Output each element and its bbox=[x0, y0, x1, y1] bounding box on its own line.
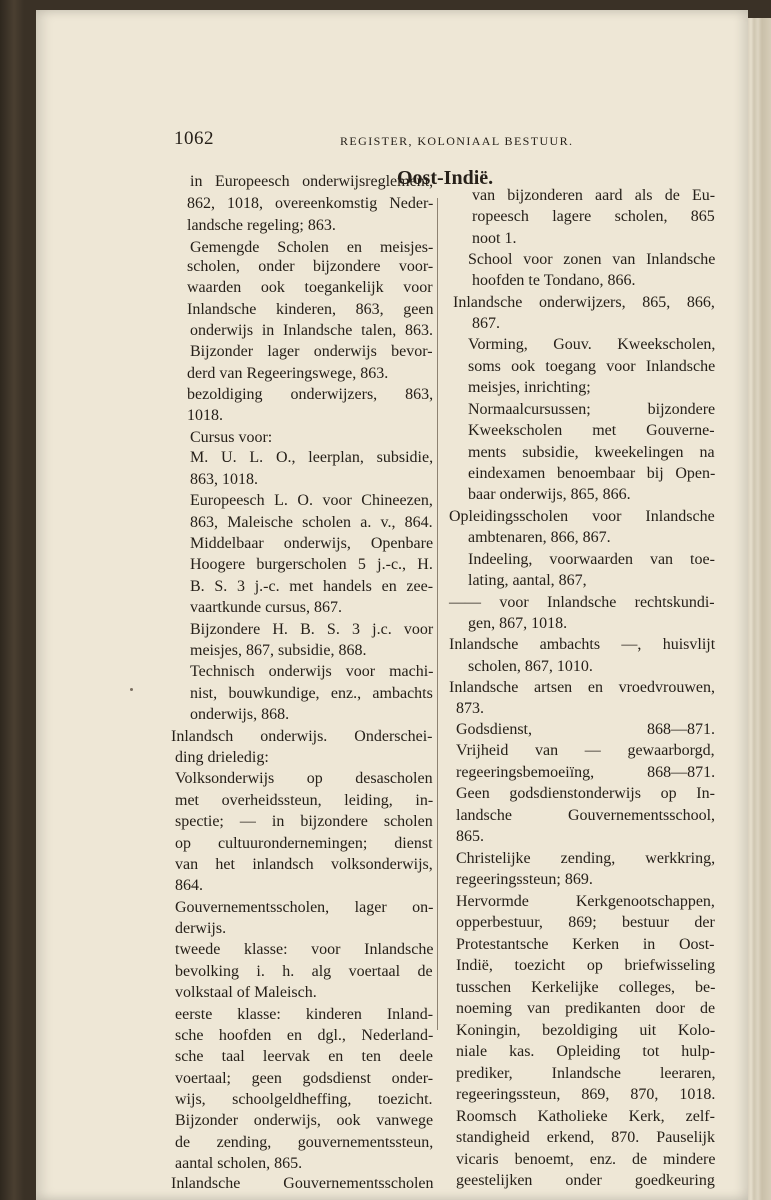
right-column-line: vicaris benoemt, enz. de mindere bbox=[456, 1151, 716, 1168]
left-column-line: ding drieledig: bbox=[175, 749, 269, 766]
right-column-line: noot 1. bbox=[472, 230, 517, 247]
right-column-line: —— voor Inlandsche rechtskundi- bbox=[449, 594, 715, 611]
left-column-line: Bijzonder lager onderwijs bevor- bbox=[190, 343, 433, 360]
left-column-line: landsche regeling; 863. bbox=[187, 217, 336, 234]
right-column-line: landsche Gouvernementsschool, bbox=[456, 807, 716, 824]
right-column-line: opperbestuur, 869; bestuur der bbox=[456, 914, 715, 931]
right-column-line: Indië, toezicht op briefwisseling bbox=[456, 957, 716, 974]
right-column-line: Kweekscholen met Gouverne- bbox=[468, 422, 715, 439]
right-column-line: meisjes, inrichting; bbox=[468, 379, 591, 396]
right-column-line: regeeringssteun, 869, 870, 1018. bbox=[456, 1086, 716, 1103]
right-column-line: School voor zonen van Inlandsche bbox=[468, 251, 716, 268]
left-column-line: Technisch onderwijs voor machi- bbox=[190, 663, 434, 680]
column-divider bbox=[437, 198, 438, 1030]
right-column-line: Indeeling, voorwaarden van toe- bbox=[468, 551, 715, 568]
right-column-line: baar onderwijs, 865, 866. bbox=[468, 486, 631, 503]
left-column-line: Gemengde Scholen en meisjes- bbox=[190, 239, 434, 256]
right-column-line: Geen godsdienstonderwijs op In- bbox=[456, 785, 715, 802]
left-column-line: tweede klasse: voor Inlandsche bbox=[175, 941, 434, 958]
left-column-line: 862, 1018, overeenkomstig Neder- bbox=[187, 195, 434, 212]
left-column-line: 864. bbox=[175, 877, 203, 894]
right-column-line: Protestantsche Kerken in Oost- bbox=[456, 936, 715, 953]
left-column-line: van het inlandsch volksonderwijs, bbox=[175, 856, 433, 873]
right-column-line: niale kas. Opleiding tot hulp- bbox=[456, 1043, 716, 1060]
left-column-line: bevolking i. h. alg voertaal de bbox=[175, 963, 433, 980]
right-column-line: Godsdienst, 868—871. bbox=[456, 721, 715, 738]
right-column-line: lating, aantal, 867, bbox=[468, 572, 587, 589]
right-column-line: eindexamen benoembaar bij Open- bbox=[468, 465, 716, 482]
left-column-line: Cursus voor: bbox=[190, 429, 273, 446]
left-column-line: aantal scholen, 865. bbox=[175, 1155, 303, 1172]
left-column-line: Inlandsch onderwijs. Onderschei- bbox=[171, 728, 433, 745]
left-column-line: nist, bouwkundige, enz., ambachts bbox=[190, 685, 433, 702]
right-column-line: van bijzonderen aard als de Eu- bbox=[472, 187, 716, 204]
right-column-line: Inlandsche onderwijzers, 865, 866, bbox=[453, 294, 715, 311]
left-column-line: 863, Maleische scholen a. v., 864. bbox=[190, 514, 433, 531]
right-column-line: 873. bbox=[456, 700, 484, 717]
left-column-line: eerste klasse: kinderen Inland- bbox=[175, 1006, 434, 1023]
right-column-line: Koningin, bezoldiging uit Kolo- bbox=[456, 1022, 716, 1039]
right-column-line: Inlandsche ambachts —, huisvlijt bbox=[449, 636, 716, 653]
right-column-line: 865. bbox=[456, 828, 484, 845]
left-column-line: onderwijs in Inlandsche talen, 863. bbox=[190, 322, 433, 339]
right-column-line: Christelijke zending, werkkring, bbox=[456, 850, 716, 867]
left-column-line: met overheidssteun, leiding, in- bbox=[175, 792, 434, 809]
left-column-line: 863, 1018. bbox=[190, 471, 258, 488]
right-column-line: standigheid erkend, 870. Pauselijk bbox=[456, 1129, 715, 1146]
right-column-line: regeeringssteun; 869. bbox=[456, 871, 593, 888]
left-column-line: volkstaal of Maleisch. bbox=[175, 984, 317, 1001]
right-column-line: ropeesch lagere scholen, 865 bbox=[472, 208, 715, 225]
left-column-line: Europeesch L. O. voor Chineezen, bbox=[190, 492, 433, 509]
page-edges bbox=[748, 18, 771, 1200]
right-column-line: 867. bbox=[472, 315, 500, 332]
right-column-line: Inlandsche artsen en vroedvrouwen, bbox=[449, 679, 716, 696]
left-column-line: Bijzonder onderwijs, ook vanwege bbox=[175, 1112, 434, 1129]
left-column-line: Middelbaar onderwijs, Openbare bbox=[190, 535, 434, 552]
right-column-line: ambtenaren, 866, 867. bbox=[468, 529, 611, 546]
left-column-line: Inlandsche kinderen, 863, geen bbox=[187, 301, 434, 318]
right-column-line: Hervormde Kerkgenootschappen, bbox=[456, 893, 715, 910]
left-column-line: 1018. bbox=[187, 407, 223, 424]
left-column-line: Inlandsche Gouvernementsscholen bbox=[171, 1175, 434, 1192]
left-column-line: spectie; — in bijzondere scholen bbox=[175, 813, 433, 830]
right-column-line: scholen, 867, 1010. bbox=[468, 658, 593, 675]
left-column-line: Bijzondere H. B. S. 3 j.c. voor bbox=[190, 621, 434, 638]
right-column-line: hoofden te Tondano, 866. bbox=[472, 272, 636, 289]
right-column-line: tusschen Kerkelijke colleges, be- bbox=[456, 979, 716, 996]
ink-speck bbox=[130, 688, 133, 691]
left-column-line: waarden ook toegankelijk voor bbox=[187, 279, 433, 296]
right-column-line: Roomsch Katholieke Kerk, zelf- bbox=[456, 1108, 715, 1125]
right-column-line: prediker, Inlandsche leeraren, bbox=[456, 1065, 716, 1082]
right-column-line: gen, 867, 1018. bbox=[468, 615, 568, 632]
right-column-line: Normaalcursussen; bijzondere bbox=[468, 401, 716, 418]
right-column-line: Opleidingsscholen voor Inlandsche bbox=[449, 508, 715, 525]
left-column-line: wijs, schoolgeldheffing, toezicht. bbox=[175, 1091, 433, 1108]
right-column-line: Vorming, Gouv. Kweekscholen, bbox=[468, 336, 716, 353]
left-column-line: B. S. 3 j.-c. met handels en zee- bbox=[190, 578, 434, 595]
section-title: Oost-Indië. bbox=[397, 167, 494, 189]
left-column-line: op cultuurondernemingen; dienst bbox=[175, 835, 433, 852]
left-column-line: M. U. L. O., leerplan, subsidie, bbox=[190, 449, 434, 466]
left-column-line: derwijs. bbox=[175, 920, 227, 937]
left-column-line: sche hoofden en dgl., Nederland- bbox=[175, 1027, 434, 1044]
right-column-line: noeming van predikanten door de bbox=[456, 1000, 716, 1017]
left-column-line: bezoldiging onderwijzers, 863, bbox=[187, 386, 434, 403]
right-column-line: ments subsidie, kweekelingen na bbox=[468, 444, 715, 461]
left-column-line: onderwijs, 868. bbox=[190, 706, 290, 723]
left-column-line: Gouvernementsscholen, lager on- bbox=[175, 899, 434, 916]
left-column-line: de zending, gouvernementssteun, bbox=[175, 1134, 434, 1151]
right-column-line: geestelijken onder goedkeuring bbox=[456, 1172, 715, 1189]
left-column-line: derd van Regeeringswege, 863. bbox=[187, 365, 389, 382]
left-column-line: vaartkunde cursus, 867. bbox=[190, 599, 342, 616]
left-column-line: sche taal leervak en ten deele bbox=[175, 1048, 433, 1065]
left-column-line: voertaal; geen godsdienst onder- bbox=[175, 1070, 434, 1087]
running-head: REGISTER, KOLONIAAL BESTUUR. bbox=[340, 134, 574, 148]
left-column-line: meisjes, 867, subsidie, 868. bbox=[190, 642, 367, 659]
right-column-line: Vrijheid van — gewaarborgd, bbox=[456, 742, 715, 759]
right-column-line: soms ook toegang voor Inlandsche bbox=[468, 358, 716, 375]
left-column-line: in Europeesch onderwijsreglement, bbox=[190, 173, 434, 190]
left-column-line: Hoogere burgerscholen 5 j.-c., H. bbox=[190, 556, 433, 573]
left-column-line: scholen, onder bijzondere voor- bbox=[187, 258, 434, 275]
left-column-line: Volksonderwijs op desascholen bbox=[175, 770, 433, 787]
page-number: 1062 bbox=[174, 128, 214, 149]
right-column-line: regeeringsbemoeiïng, 868—871. bbox=[456, 764, 716, 781]
